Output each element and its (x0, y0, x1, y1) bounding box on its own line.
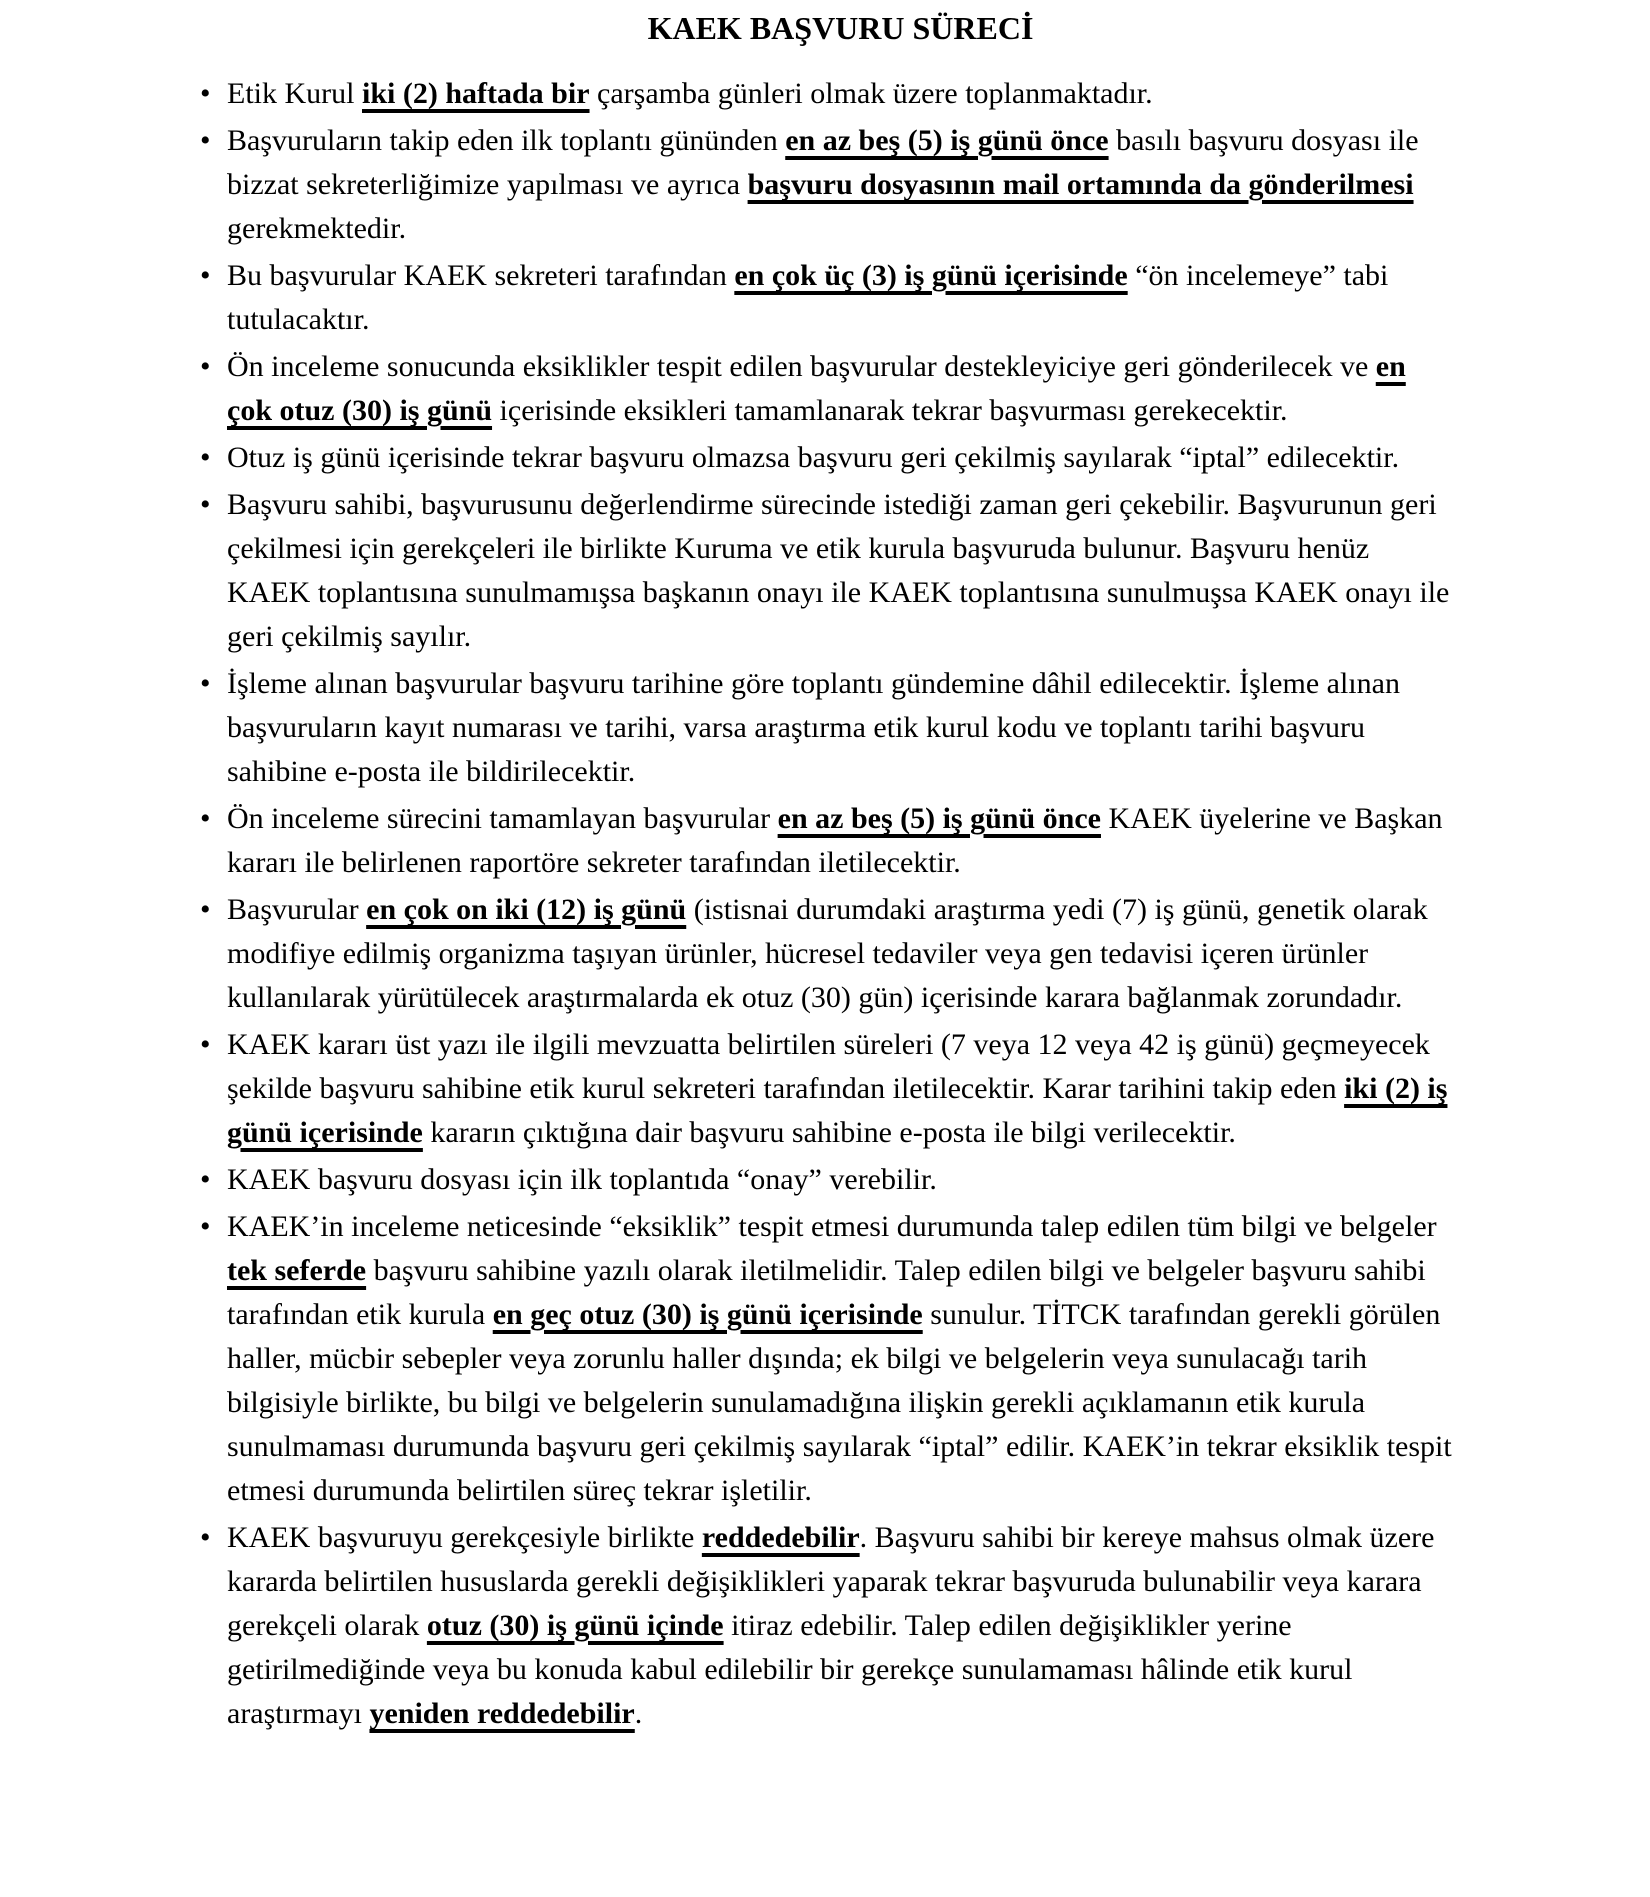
emphasized-phrase: başvuru dosyasının mail ortamında da gönderilmesi (747, 168, 1414, 201)
bullet-icon: • (200, 1521, 211, 1554)
text-segment: KAEK’in inceleme neticesinde “eksiklik” tespit etmesi durumunda talep edilen tüm bilgi ve belgeler (227, 1210, 1437, 1243)
emphasized-phrase: en çok on iki (12) iş günü (366, 893, 687, 926)
bullet-text (227, 350, 1406, 427)
list-item (200, 1158, 1454, 1202)
emphasized-phrase: en geç otuz (30) iş günü içerisinde (492, 1298, 923, 1331)
emphasized-phrase: en az beş (5) iş günü önce (785, 124, 1109, 157)
text-segment: kararın çıktığına dair başvuru sahibine e-posta ile bilgi verilecektir. (422, 1116, 1236, 1149)
bullet-text (227, 1210, 1452, 1507)
list-item (200, 119, 1454, 251)
bullet-icon: • (200, 1210, 211, 1243)
text-segment: KAEK kararı üst yazı ile ilgili mevzuatta belirtilen süreleri (7 veya 12 veya 42 iş günü) geçmeyecek şekilde başvuru sahibine etik kurul sekreteri tarafından iletilecektir. Karar tarihini takip eden (227, 1028, 1430, 1105)
bullet-icon: • (200, 1028, 211, 1061)
bullet-icon: • (200, 77, 211, 110)
bullet-text (227, 124, 1419, 245)
bullet-icon: • (200, 350, 211, 383)
text-segment: Ön inceleme sürecini tamamlayan başvurular (227, 802, 778, 835)
text-segment: KAEK başvuru dosyası için ilk toplantıda “onay” verebilir. (227, 1163, 937, 1196)
list-item (200, 1205, 1454, 1513)
emphasized-phrase: en çok üç (3) iş günü içerisinde (734, 259, 1128, 292)
text-segment: Bu başvurular KAEK sekreteri tarafından (227, 259, 735, 292)
emphasized-phrase: en çok otuz (30) iş günü (227, 350, 1406, 427)
text-segment: KAEK başvuruyu gerekçesiyle birlikte (227, 1521, 702, 1554)
page-title: KAEK BAŞVURU SÜRECİ (647, 10, 1034, 46)
text-segment: çarşamba günleri olmak üzere toplanmaktadır. (589, 77, 1153, 110)
list-item (200, 254, 1454, 342)
bullet-text (227, 1028, 1447, 1149)
text-segment: içerisinde eksikleri tamamlanarak tekrar başvurması gerekecektir. (492, 394, 1288, 427)
text-segment: İşleme alınan başvurular başvuru tarihine göre toplantı gündemine dâhil edilecektir. İşleme alınan başvuruların kayıt numarası ve tarihi, varsa araştırma etik kurul kodu ve toplantı tarihi başvuru sahibine e-posta ile bildirilecektir. (227, 667, 1400, 788)
text-segment: “ön incelemeye” tabi tutulacaktır. (227, 259, 1389, 336)
list-item (200, 797, 1454, 885)
text-segment: Ön inceleme sonucunda eksiklikler tespit edilen başvurular destekleyiciye geri gönderilecek ve (227, 350, 1376, 383)
text-segment: Başvuru sahibi, başvurusunu değerlendirme sürecinde istediği zaman geri çekebilir. Başvurunun geri çekilmesi için gerekçeleri ile birlikte Kuruma ve etik kurula başvuruda bulunur. Başvuru henüz KAEK toplantısına sunulmamışsa başkanın onayı ile KAEK toplantısına sunulmuşsa KAEK onayı ile geri çekilmiş sayılır. (227, 488, 1450, 653)
bullet-icon: • (200, 893, 211, 926)
text-segment: sunulur. TİTCK tarafından gerekli görülen haller, mücbir sebepler veya zorunlu haller dışında; ek bilgi ve belgelerin veya sunulacağı tarih bilgisiyle birlikte, bu bilgi ve belgelerin sunulamadığına ilişkin gerekli açıklamanın etik kurula sunulmaması durumunda başvuru geri çekilmiş sayılarak “iptal” edilir. KAEK’in tekrar eksiklik tespit etmesi durumunda belirtilen süreç tekrar işletilir. (227, 1298, 1452, 1507)
text-segment: başvuru sahibine yazılı olarak iletilmelidir. Talep edilen bilgi ve belgeler başvuru sahibi tarafından etik kurula (227, 1254, 1426, 1331)
text-segment: Başvuruların takip eden ilk toplantı gününden (227, 124, 786, 157)
list-item (200, 345, 1454, 433)
text-segment: gerekmektedir. (227, 212, 407, 245)
bullet-icon: • (200, 802, 211, 835)
text-segment: KAEK üyelerine ve Başkan kararı ile belirlenen raportöre sekreter tarafından iletilecektir. (227, 802, 1443, 879)
bullet-icon: • (200, 124, 211, 157)
bullet-text (227, 667, 1400, 788)
emphasized-phrase: tek seferde (227, 1254, 367, 1287)
emphasized-phrase: reddedebilir (701, 1521, 860, 1554)
text-segment: basılı başvuru dosyası ile bizzat sekreterliğimize yapılması ve ayrıca (227, 124, 1419, 201)
bullet-icon: • (200, 441, 211, 474)
list-item (200, 436, 1454, 480)
emphasized-phrase: en az beş (5) iş günü önce (777, 802, 1101, 835)
text-segment: itiraz edebilir. Talep edilen değişiklikler yerine getirilmediğinde veya bu konuda kabul edilebilir bir gerekçe sunulamaması hâlinde etik kurul araştırmayı (227, 1609, 1353, 1730)
list-item (200, 662, 1454, 794)
text-segment: Etik Kurul (227, 77, 362, 110)
bullet-text (227, 802, 1443, 879)
text-segment: (istisnai durumdaki araştırma yedi (7) iş günü, genetik olarak modifiye edilmiş organizma taşıyan ürünler, hücresel tedaviler veya gen tedavisi içeren ürünler kullanılarak yürütülecek araştırmalarda ek otuz (30) gün) içerisinde karara bağlanmak zorundadır. (227, 893, 1428, 1014)
bullet-icon: • (200, 259, 211, 292)
bullet-icon: • (200, 488, 211, 521)
bullet-text (227, 488, 1449, 653)
emphasized-phrase: yeniden reddedebilir (369, 1697, 635, 1730)
list-item (200, 1023, 1454, 1155)
bullet-text (227, 893, 1428, 1014)
list-item (200, 483, 1454, 659)
list-item (200, 888, 1454, 1020)
bullet-text (227, 77, 1153, 110)
text-segment: . Başvuru sahibi bir kereye mahsus olmak üzere kararda belirtilen hususlarda gerekli değişiklikleri yaparak tekrar başvuruda bulunabilir veya karara gerekçeli olarak (227, 1521, 1435, 1642)
emphasized-phrase: iki (2) haftada bir (362, 77, 590, 110)
emphasized-phrase: iki (2) iş günü içerisinde (227, 1072, 1448, 1149)
bullet-text (227, 259, 1388, 336)
bullet-text (227, 441, 1399, 474)
bullet-list (200, 72, 1454, 1736)
text-segment: . (634, 1697, 643, 1730)
list-item (200, 1516, 1454, 1736)
bullet-icon: • (200, 667, 211, 700)
bullet-text (227, 1163, 937, 1196)
text-segment: Başvurular (227, 893, 367, 926)
list-item (200, 72, 1454, 116)
text-segment: Otuz iş günü içerisinde tekrar başvuru olmazsa başvuru geri çekilmiş sayılarak “iptal” edilecektir. (227, 441, 1400, 474)
bullet-icon: • (200, 1163, 211, 1196)
emphasized-phrase: otuz (30) iş günü içinde (426, 1609, 724, 1642)
bullet-text (227, 1521, 1434, 1730)
